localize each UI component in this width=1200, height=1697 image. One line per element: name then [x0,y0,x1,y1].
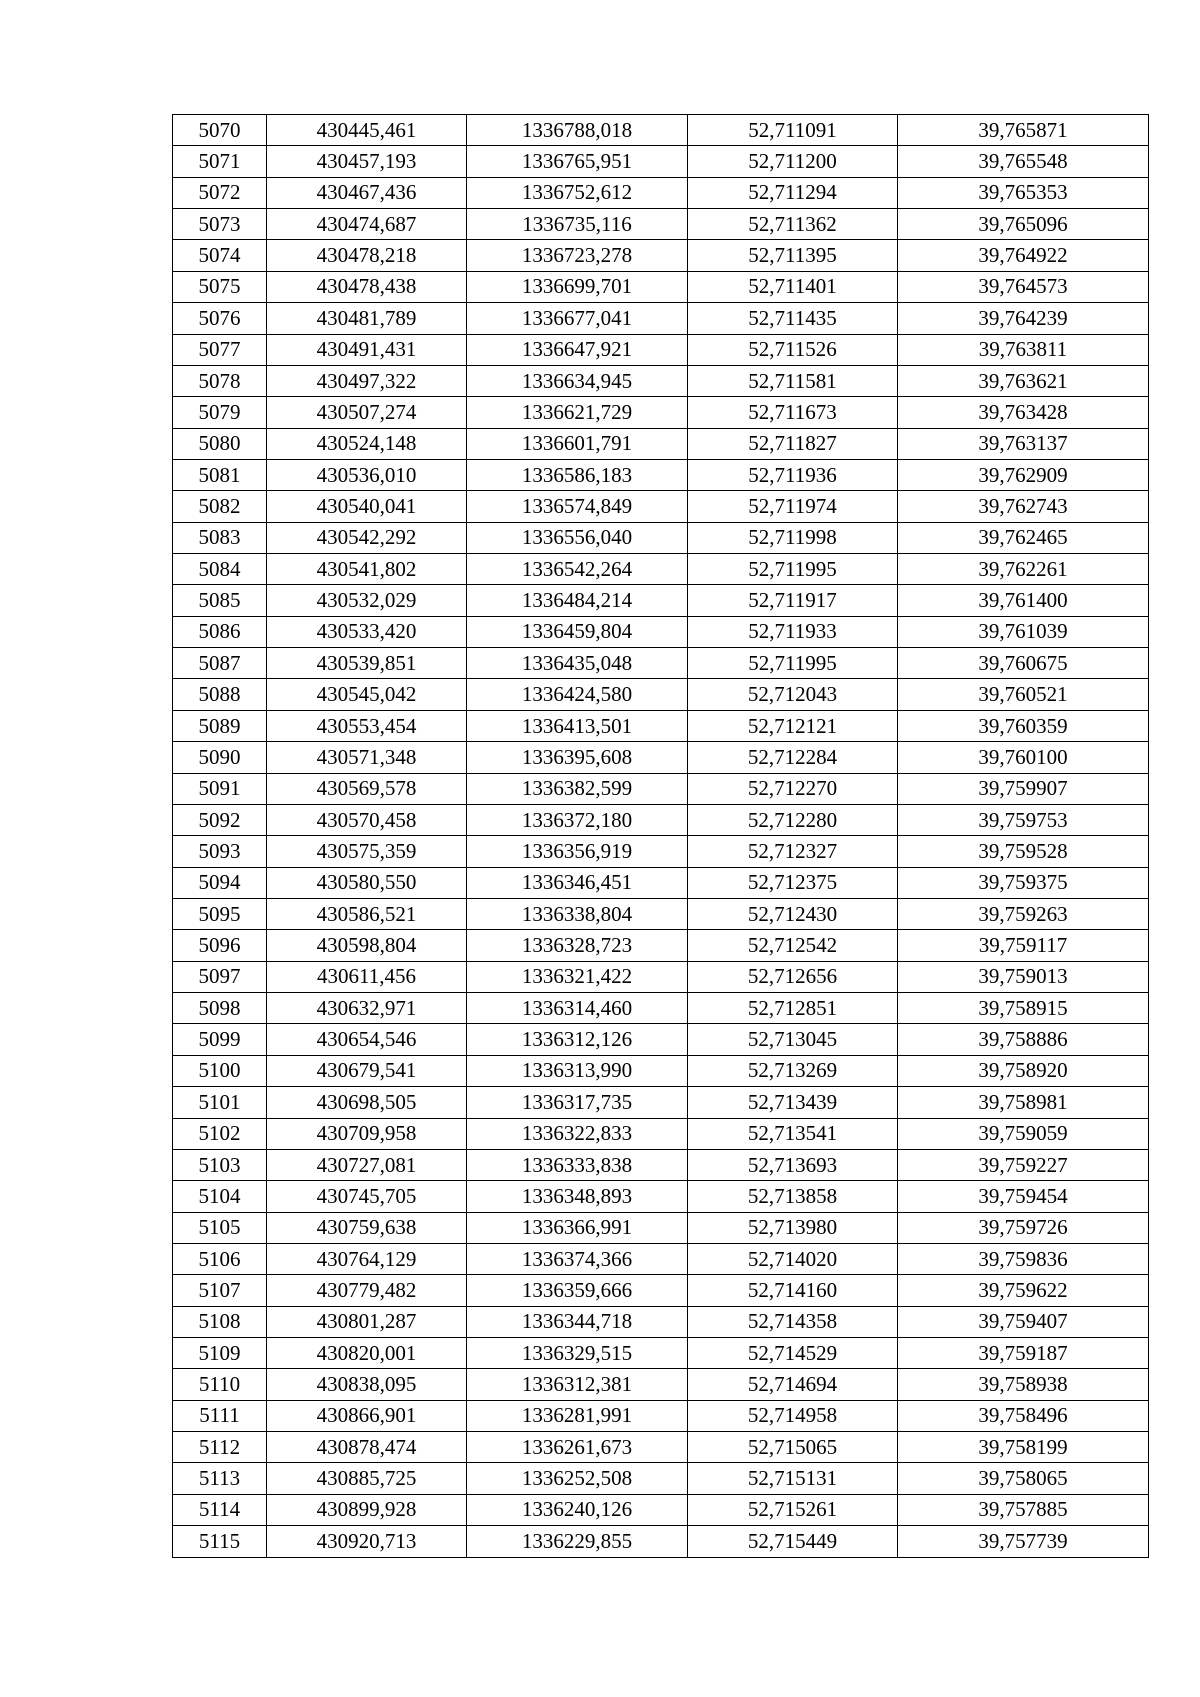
y-coordinate-cell: 1336314,460 [467,993,688,1024]
longitude-cell: 39,761400 [898,585,1149,616]
latitude-cell: 52,713269 [688,1055,898,1086]
table-row [173,1087,1149,1118]
point-number-cell: 5080 [173,428,267,459]
table-row [173,491,1149,522]
y-coordinate-cell: 1336252,508 [467,1463,688,1494]
x-coordinate-cell: 430580,550 [267,867,467,898]
y-coordinate-cell: 1336601,791 [467,428,688,459]
y-coordinate-cell: 1336240,126 [467,1494,688,1525]
y-coordinate-cell: 1336752,612 [467,177,688,208]
table-row [173,1432,1149,1463]
x-coordinate-cell: 430727,081 [267,1149,467,1180]
table-row [173,585,1149,616]
longitude-cell: 39,759117 [898,930,1149,961]
x-coordinate-cell: 430497,322 [267,365,467,396]
longitude-cell: 39,759013 [898,961,1149,992]
latitude-cell: 52,712043 [688,679,898,710]
longitude-cell: 39,757739 [898,1526,1149,1557]
point-number-cell: 5096 [173,930,267,961]
x-coordinate-cell: 430536,010 [267,459,467,490]
longitude-cell: 39,757885 [898,1494,1149,1525]
table-row [173,428,1149,459]
point-number-cell: 5098 [173,993,267,1024]
x-coordinate-cell: 430679,541 [267,1055,467,1086]
x-coordinate-cell: 430885,725 [267,1463,467,1494]
latitude-cell: 52,714160 [688,1275,898,1306]
longitude-cell: 39,762261 [898,554,1149,585]
point-number-cell: 5113 [173,1463,267,1494]
latitude-cell: 52,711995 [688,648,898,679]
latitude-cell: 52,713858 [688,1181,898,1212]
y-coordinate-cell: 1336556,040 [467,522,688,553]
longitude-cell: 39,760675 [898,648,1149,679]
table-row [173,1212,1149,1243]
point-number-cell: 5108 [173,1306,267,1337]
latitude-cell: 52,714529 [688,1338,898,1369]
longitude-cell: 39,759227 [898,1149,1149,1180]
x-coordinate-cell: 430878,474 [267,1432,467,1463]
latitude-cell: 52,712270 [688,773,898,804]
latitude-cell: 52,712327 [688,836,898,867]
table-row [173,1118,1149,1149]
table-row [173,773,1149,804]
y-coordinate-cell: 1336634,945 [467,365,688,396]
y-coordinate-cell: 1336366,991 [467,1212,688,1243]
longitude-cell: 39,764922 [898,240,1149,271]
y-coordinate-cell: 1336338,804 [467,898,688,929]
longitude-cell: 39,762909 [898,459,1149,490]
latitude-cell: 52,713541 [688,1118,898,1149]
y-coordinate-cell: 1336395,608 [467,742,688,773]
y-coordinate-cell: 1336344,718 [467,1306,688,1337]
y-coordinate-cell: 1336312,126 [467,1024,688,1055]
y-coordinate-cell: 1336765,951 [467,146,688,177]
longitude-cell: 39,762743 [898,491,1149,522]
x-coordinate-cell: 430478,438 [267,271,467,302]
table-row [173,1024,1149,1055]
latitude-cell: 52,711974 [688,491,898,522]
y-coordinate-cell: 1336321,422 [467,961,688,992]
point-number-cell: 5112 [173,1432,267,1463]
longitude-cell: 39,760359 [898,710,1149,741]
longitude-cell: 39,759836 [898,1243,1149,1274]
table-row [173,1055,1149,1086]
table-row [173,930,1149,961]
point-number-cell: 5106 [173,1243,267,1274]
y-coordinate-cell: 1336699,701 [467,271,688,302]
table-row [173,240,1149,271]
longitude-cell: 39,759263 [898,898,1149,929]
coordinates-table [172,114,1149,1558]
y-coordinate-cell: 1336356,919 [467,836,688,867]
y-coordinate-cell: 1336372,180 [467,804,688,835]
latitude-cell: 52,711401 [688,271,898,302]
point-number-cell: 5076 [173,303,267,334]
y-coordinate-cell: 1336322,833 [467,1118,688,1149]
latitude-cell: 52,711998 [688,522,898,553]
x-coordinate-cell: 430445,461 [267,115,467,146]
point-number-cell: 5114 [173,1494,267,1525]
point-number-cell: 5103 [173,1149,267,1180]
table-row [173,334,1149,365]
x-coordinate-cell: 430540,041 [267,491,467,522]
point-number-cell: 5092 [173,804,267,835]
table-row [173,993,1149,1024]
x-coordinate-cell: 430524,148 [267,428,467,459]
latitude-cell: 52,711200 [688,146,898,177]
point-number-cell: 5073 [173,209,267,240]
point-number-cell: 5115 [173,1526,267,1557]
longitude-cell: 39,764573 [898,271,1149,302]
coordinates-table-body [173,115,1149,1558]
x-coordinate-cell: 430866,901 [267,1400,467,1431]
latitude-cell: 52,712284 [688,742,898,773]
latitude-cell: 52,712280 [688,804,898,835]
x-coordinate-cell: 430598,804 [267,930,467,961]
longitude-cell: 39,758920 [898,1055,1149,1086]
y-coordinate-cell: 1336586,183 [467,459,688,490]
point-number-cell: 5107 [173,1275,267,1306]
x-coordinate-cell: 430632,971 [267,993,467,1024]
longitude-cell: 39,765871 [898,115,1149,146]
latitude-cell: 52,713439 [688,1087,898,1118]
longitude-cell: 39,758915 [898,993,1149,1024]
y-coordinate-cell: 1336313,990 [467,1055,688,1086]
latitude-cell: 52,714020 [688,1243,898,1274]
longitude-cell: 39,759726 [898,1212,1149,1243]
table-row [173,522,1149,553]
y-coordinate-cell: 1336542,264 [467,554,688,585]
point-number-cell: 5078 [173,365,267,396]
x-coordinate-cell: 430820,001 [267,1338,467,1369]
point-number-cell: 5083 [173,522,267,553]
x-coordinate-cell: 430611,456 [267,961,467,992]
longitude-cell: 39,759907 [898,773,1149,804]
longitude-cell: 39,758496 [898,1400,1149,1431]
x-coordinate-cell: 430457,193 [267,146,467,177]
longitude-cell: 39,764239 [898,303,1149,334]
x-coordinate-cell: 430533,420 [267,616,467,647]
latitude-cell: 52,715449 [688,1526,898,1557]
point-number-cell: 5072 [173,177,267,208]
y-coordinate-cell: 1336261,673 [467,1432,688,1463]
latitude-cell: 52,715261 [688,1494,898,1525]
x-coordinate-cell: 430467,436 [267,177,467,208]
point-number-cell: 5097 [173,961,267,992]
longitude-cell: 39,758981 [898,1087,1149,1118]
latitude-cell: 52,712121 [688,710,898,741]
longitude-cell: 39,763621 [898,365,1149,396]
point-number-cell: 5102 [173,1118,267,1149]
latitude-cell: 52,711581 [688,365,898,396]
latitude-cell: 52,714358 [688,1306,898,1337]
point-number-cell: 5110 [173,1369,267,1400]
table-row [173,303,1149,334]
latitude-cell: 52,715065 [688,1432,898,1463]
y-coordinate-cell: 1336333,838 [467,1149,688,1180]
latitude-cell: 52,711395 [688,240,898,271]
longitude-cell: 39,759528 [898,836,1149,867]
table-row [173,1275,1149,1306]
table-row [173,1400,1149,1431]
y-coordinate-cell: 1336484,214 [467,585,688,616]
x-coordinate-cell: 430899,928 [267,1494,467,1525]
table-row [173,1243,1149,1274]
x-coordinate-cell: 430920,713 [267,1526,467,1557]
point-number-cell: 5093 [173,836,267,867]
x-coordinate-cell: 430586,521 [267,898,467,929]
longitude-cell: 39,760521 [898,679,1149,710]
point-number-cell: 5090 [173,742,267,773]
point-number-cell: 5094 [173,867,267,898]
latitude-cell: 52,711362 [688,209,898,240]
latitude-cell: 52,713045 [688,1024,898,1055]
table-row [173,898,1149,929]
point-number-cell: 5079 [173,397,267,428]
point-number-cell: 5100 [173,1055,267,1086]
table-row [173,1526,1149,1557]
y-coordinate-cell: 1336317,735 [467,1087,688,1118]
latitude-cell: 52,711936 [688,459,898,490]
x-coordinate-cell: 430542,292 [267,522,467,553]
x-coordinate-cell: 430507,274 [267,397,467,428]
latitude-cell: 52,712430 [688,898,898,929]
y-coordinate-cell: 1336574,849 [467,491,688,522]
latitude-cell: 52,711673 [688,397,898,428]
table-row [173,679,1149,710]
y-coordinate-cell: 1336677,041 [467,303,688,334]
longitude-cell: 39,759059 [898,1118,1149,1149]
table-row [173,836,1149,867]
point-number-cell: 5099 [173,1024,267,1055]
point-number-cell: 5087 [173,648,267,679]
x-coordinate-cell: 430570,458 [267,804,467,835]
latitude-cell: 52,712851 [688,993,898,1024]
y-coordinate-cell: 1336374,366 [467,1243,688,1274]
y-coordinate-cell: 1336382,599 [467,773,688,804]
longitude-cell: 39,761039 [898,616,1149,647]
x-coordinate-cell: 430575,359 [267,836,467,867]
point-number-cell: 5091 [173,773,267,804]
y-coordinate-cell: 1336281,991 [467,1400,688,1431]
latitude-cell: 52,713980 [688,1212,898,1243]
y-coordinate-cell: 1336621,729 [467,397,688,428]
table-row [173,1149,1149,1180]
point-number-cell: 5071 [173,146,267,177]
point-number-cell: 5109 [173,1338,267,1369]
table-row [173,271,1149,302]
x-coordinate-cell: 430709,958 [267,1118,467,1149]
point-number-cell: 5084 [173,554,267,585]
longitude-cell: 39,763428 [898,397,1149,428]
latitude-cell: 52,711933 [688,616,898,647]
table-row [173,616,1149,647]
y-coordinate-cell: 1336647,921 [467,334,688,365]
table-row [173,115,1149,146]
table-row [173,1181,1149,1212]
latitude-cell: 52,711995 [688,554,898,585]
point-number-cell: 5085 [173,585,267,616]
latitude-cell: 52,714958 [688,1400,898,1431]
x-coordinate-cell: 430801,287 [267,1306,467,1337]
table-row [173,459,1149,490]
latitude-cell: 52,711294 [688,177,898,208]
latitude-cell: 52,712656 [688,961,898,992]
latitude-cell: 52,713693 [688,1149,898,1180]
point-number-cell: 5075 [173,271,267,302]
latitude-cell: 52,711526 [688,334,898,365]
table-row [173,1494,1149,1525]
table-row [173,1306,1149,1337]
table-row [173,146,1149,177]
x-coordinate-cell: 430539,851 [267,648,467,679]
point-number-cell: 5081 [173,459,267,490]
x-coordinate-cell: 430553,454 [267,710,467,741]
longitude-cell: 39,758199 [898,1432,1149,1463]
longitude-cell: 39,763137 [898,428,1149,459]
x-coordinate-cell: 430745,705 [267,1181,467,1212]
y-coordinate-cell: 1336359,666 [467,1275,688,1306]
x-coordinate-cell: 430764,129 [267,1243,467,1274]
x-coordinate-cell: 430474,687 [267,209,467,240]
point-number-cell: 5105 [173,1212,267,1243]
y-coordinate-cell: 1336329,515 [467,1338,688,1369]
table-row [173,710,1149,741]
longitude-cell: 39,762465 [898,522,1149,553]
longitude-cell: 39,765096 [898,209,1149,240]
latitude-cell: 52,711091 [688,115,898,146]
x-coordinate-cell: 430698,505 [267,1087,467,1118]
point-number-cell: 5101 [173,1087,267,1118]
y-coordinate-cell: 1336348,893 [467,1181,688,1212]
y-coordinate-cell: 1336328,723 [467,930,688,961]
longitude-cell: 39,758938 [898,1369,1149,1400]
x-coordinate-cell: 430838,095 [267,1369,467,1400]
table-row [173,961,1149,992]
y-coordinate-cell: 1336229,855 [467,1526,688,1557]
y-coordinate-cell: 1336424,580 [467,679,688,710]
y-coordinate-cell: 1336435,048 [467,648,688,679]
longitude-cell: 39,765353 [898,177,1149,208]
table-row [173,1369,1149,1400]
x-coordinate-cell: 430654,546 [267,1024,467,1055]
point-number-cell: 5104 [173,1181,267,1212]
x-coordinate-cell: 430478,218 [267,240,467,271]
longitude-cell: 39,758065 [898,1463,1149,1494]
longitude-cell: 39,759753 [898,804,1149,835]
y-coordinate-cell: 1336413,501 [467,710,688,741]
x-coordinate-cell: 430779,482 [267,1275,467,1306]
latitude-cell: 52,715131 [688,1463,898,1494]
point-number-cell: 5074 [173,240,267,271]
y-coordinate-cell: 1336459,804 [467,616,688,647]
point-number-cell: 5077 [173,334,267,365]
x-coordinate-cell: 430532,029 [267,585,467,616]
x-coordinate-cell: 430481,789 [267,303,467,334]
longitude-cell: 39,763811 [898,334,1149,365]
latitude-cell: 52,711827 [688,428,898,459]
table-row [173,648,1149,679]
x-coordinate-cell: 430571,348 [267,742,467,773]
point-number-cell: 5082 [173,491,267,522]
longitude-cell: 39,759375 [898,867,1149,898]
table-row [173,742,1149,773]
y-coordinate-cell: 1336346,451 [467,867,688,898]
point-number-cell: 5095 [173,898,267,929]
latitude-cell: 52,714694 [688,1369,898,1400]
table-row [173,554,1149,585]
x-coordinate-cell: 430491,431 [267,334,467,365]
longitude-cell: 39,758886 [898,1024,1149,1055]
latitude-cell: 52,712375 [688,867,898,898]
point-number-cell: 5089 [173,710,267,741]
longitude-cell: 39,759407 [898,1306,1149,1337]
latitude-cell: 52,712542 [688,930,898,961]
y-coordinate-cell: 1336723,278 [467,240,688,271]
x-coordinate-cell: 430759,638 [267,1212,467,1243]
x-coordinate-cell: 430569,578 [267,773,467,804]
longitude-cell: 39,759454 [898,1181,1149,1212]
longitude-cell: 39,759187 [898,1338,1149,1369]
x-coordinate-cell: 430545,042 [267,679,467,710]
table-row [173,177,1149,208]
longitude-cell: 39,765548 [898,146,1149,177]
latitude-cell: 52,711917 [688,585,898,616]
y-coordinate-cell: 1336735,116 [467,209,688,240]
point-number-cell: 5070 [173,115,267,146]
table-row [173,867,1149,898]
point-number-cell: 5086 [173,616,267,647]
point-number-cell: 5088 [173,679,267,710]
table-row [173,209,1149,240]
y-coordinate-cell: 1336312,381 [467,1369,688,1400]
longitude-cell: 39,759622 [898,1275,1149,1306]
table-row [173,1338,1149,1369]
point-number-cell: 5111 [173,1400,267,1431]
x-coordinate-cell: 430541,802 [267,554,467,585]
table-row [173,397,1149,428]
table-row [173,1463,1149,1494]
table-row [173,365,1149,396]
y-coordinate-cell: 1336788,018 [467,115,688,146]
table-row [173,804,1149,835]
latitude-cell: 52,711435 [688,303,898,334]
longitude-cell: 39,760100 [898,742,1149,773]
